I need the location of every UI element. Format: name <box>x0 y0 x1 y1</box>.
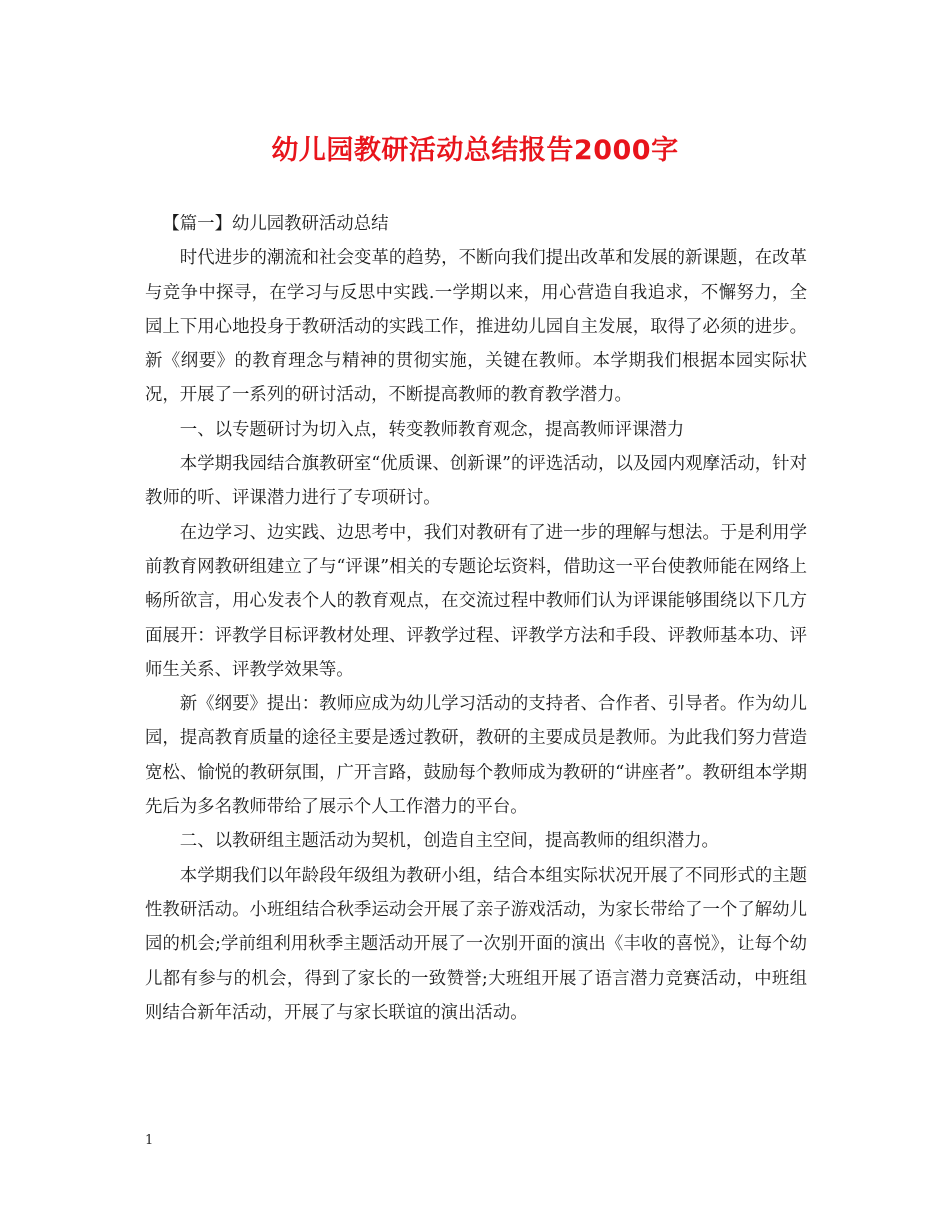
document-body <box>145 207 807 1030</box>
paragraph: 本学期我园结合旗教研室“优质课、创新课”的评选活动，以及园内观摩活动，针对教师的听、评课潜力进行了专项研讨。 <box>145 454 807 509</box>
subheading: 二、以教研组主题活动为契机，创造自主空间，提高教师的组织潜力。 <box>179 831 719 852</box>
subheading: 一、以专题研讨为切入点，转变教师教育观念，提高教师评课潜力 <box>179 419 685 440</box>
section-heading: 【篇一】幼儿园教研活动总结 <box>162 214 389 234</box>
paragraph: 新《纲要》提出：教师应成为幼儿学习活动的支持者、合作者、引导者。作为幼儿园，提高教育质量的途径主要是透过教研，教研的主要成员是教师。为此我们努力营造宽松、愉悦的教研氛围，广开言路，鼓励每个教师成为教研的“讲座者”。教研组本学期先后为多名教师带给了展示个人工作潜力的平台。 <box>145 694 807 818</box>
paragraph: 本学期我们以年龄段年级组为教研小组，结合本组实际状况开展了不同形式的主题性教研活动。小班组结合秋季运动会开展了亲子游戏活动，为家长带给了一个了解幼儿园的机会;学前组利用秋季主题活动开展了一次别开面的演出《丰收的喜悦》，让每个幼儿都有参与的机会，得到了家长的一致赞誉;大班组开展了语言潜力竞赛活动，中班组则结合新年活动，开展了与家长联谊的演出活动。 <box>145 865 807 1023</box>
page-number: 1 <box>145 1133 154 1148</box>
paragraph: 在边学习、边实践、边思考中，我们对教研有了进一步的理解与想法。于是利用学前教育网教研组建立了与“评课”相关的专题论坛资料，借助这一平台使教师能在网络上畅所欲言，用心发表个人的教育观点，在交流过程中教师们认为评课能够围绕以下几方面展开：评教学目标评教材处理、评教学过程、评教学方法和手段、评教师基本功、评师生关系、评教学效果等。 <box>145 522 807 680</box>
paragraph: 时代进步的潮流和社会变革的趋势，不断向我们提出改革和发展的新课题，在改革与竞争中探寻，在学习与反思中实践.一学期以来，用心营造自我追求，不懈努力，全园上下用心地投身于教研活动的实践工作，推进幼儿园自主发展，取得了必须的进步。新《纲要》的教育理念与精神的贯彻实施，关键在教师。本学期我们根据本园实际状况，开展了一系列的研讨活动，不断提高教师的教育教学潜力。 <box>145 248 807 406</box>
document-title: 幼儿园教研活动总结报告2000字 <box>271 135 679 166</box>
